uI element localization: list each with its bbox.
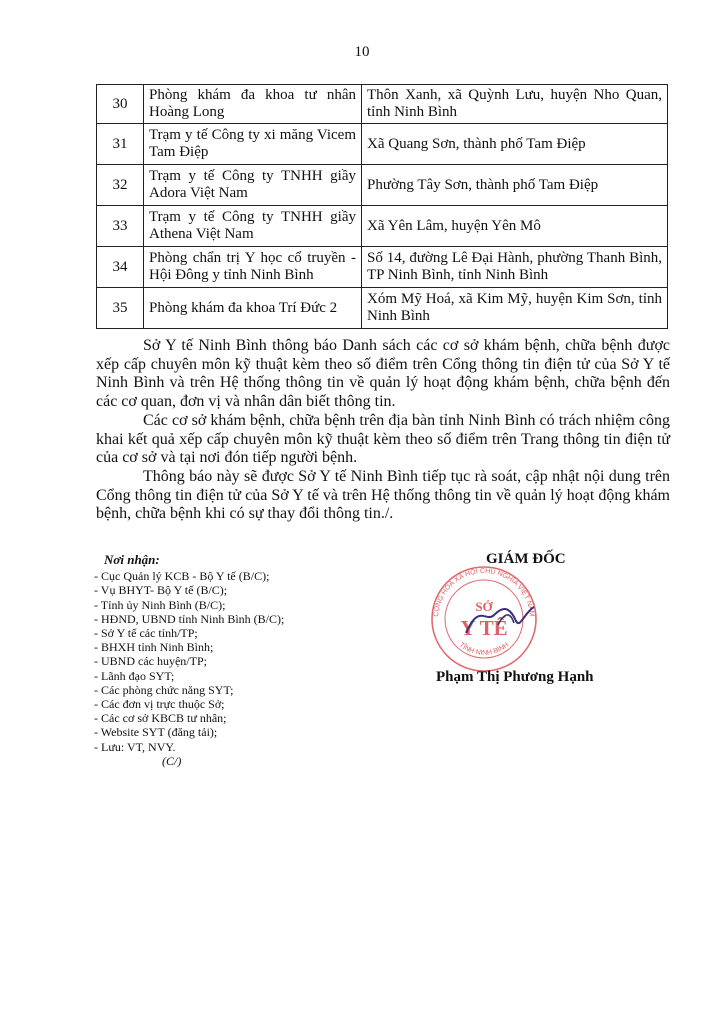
- signer-name: Phạm Thị Phương Hạnh: [436, 669, 594, 685]
- recipient-item: - Tỉnh ủy Ninh Bình (B/C);: [94, 597, 226, 612]
- signature-block: [410, 551, 660, 691]
- facility-name: Trạm y tế Công ty xi măng Vicem Tam Điệp: [144, 124, 362, 165]
- paragraph: Các cơ sở khám bệnh, chữa bệnh trên địa bàn tỉnh Ninh Bình có trách nhiệm công khai kết quả xếp cấp chuyên môn kỹ thuật kèm theo số điểm trên Trang thông tin điện tử của cơ sở và tại nơi đón tiếp người bệnh.: [96, 411, 670, 467]
- recipients-tail: (C/): [162, 753, 182, 768]
- recipient-item: - Các cơ sở KBCB tư nhân;: [94, 711, 227, 726]
- svg-text:TỈNH NINH BÌNH: TỈNH NINH BÌNH: [457, 641, 511, 657]
- row-number: 34: [97, 247, 144, 288]
- page-number: 10: [354, 44, 370, 60]
- recipient-item: - Website SYT (đăng tải);: [94, 725, 218, 740]
- paragraph: Sở Y tế Ninh Bình thông báo Danh sách các cơ sở khám bệnh, chữa bệnh được xếp cấp chuyên môn kỹ thuật kèm theo số điểm trên Cổng thông tin điện tử của Sở Y tế Ninh Bình và trên Hệ thống thông tin về quản lý hoạt động khám bệnh, chữa bệnh đến các cơ quan, đơn vị và nhân dân biết thông tin.: [96, 337, 670, 411]
- signer-title: GIÁM ĐỐC: [486, 551, 566, 567]
- facility-address: Xã Quang Sơn, thành phố Tam Điệp: [362, 124, 668, 165]
- facility-address: Thôn Xanh, xã Quỳnh Lưu, huyện Nho Quan, tỉnh Ninh Bình: [362, 85, 668, 124]
- paragraph: Thông báo này sẽ được Sở Y tế Ninh Bình tiếp tục rà soát, cập nhật nội dung trên Cổng thông tin điện tử của Sở Y tế và trên Hệ thống thông tin về quản lý hoạt động khám bệnh, chữa bệnh khi có sự thay đổi thông tin./.: [96, 467, 670, 523]
- table-row: [97, 288, 668, 329]
- facility-address: Xã Yên Lâm, huyện Yên Mô: [362, 206, 668, 247]
- recipient-item: - Lãnh đạo SYT;: [94, 668, 175, 683]
- row-number: 31: [97, 124, 144, 165]
- svg-text:Y TẾ: Y TẾ: [460, 616, 508, 640]
- facilities-table: [96, 84, 668, 329]
- recipient-item: - Các đơn vị trực thuộc Sở;: [94, 697, 225, 712]
- row-number: 35: [97, 288, 144, 329]
- facility-name: Trạm y tế Công ty TNHH giầy Athena Việt Nam: [144, 206, 362, 247]
- facility-name: Phòng khám đa khoa Trí Đức 2: [144, 288, 362, 329]
- facility-address: Phường Tây Sơn, thành phố Tam Điệp: [362, 165, 668, 206]
- table-row: [97, 165, 668, 206]
- table-row: [97, 85, 668, 124]
- facility-address: Xóm Mỹ Hoá, xã Kim Mỹ, huyện Kim Sơn, tỉnh Ninh Bình: [362, 288, 668, 329]
- recipient-item: - Vụ BHYT- Bộ Y tế (B/C);: [94, 583, 228, 598]
- row-number: 33: [97, 206, 144, 247]
- recipient-item: - Lưu: VT, NVY.: [94, 739, 176, 754]
- table-row: [97, 206, 668, 247]
- recipients-block: [94, 553, 394, 768]
- recipient-item: - Sở Y tế các tỉnh/TP;: [94, 626, 198, 641]
- facility-name: Phòng khám đa khoa tư nhân Hoàng Long: [144, 85, 362, 124]
- official-seal-icon: [424, 563, 544, 673]
- row-number: 32: [97, 165, 144, 206]
- table-row: [97, 247, 668, 288]
- notice-body: [96, 337, 670, 524]
- svg-text:SỞ: SỞ: [475, 599, 493, 614]
- row-number: 30: [97, 85, 144, 124]
- recipient-item: - UBND các huyện/TP;: [94, 654, 207, 669]
- svg-text:CỘNG HOÀ XÃ HỘI CHỦ NGHĨA VIỆT: CỘNG HOÀ XÃ HỘI CHỦ NGHĨA VIỆT NAM: [433, 567, 536, 618]
- facility-name: Trạm y tế Công ty TNHH giầy Adora Việt Nam: [144, 165, 362, 206]
- recipient-item: - Các phòng chức năng SYT;: [94, 682, 234, 697]
- facility-address: Số 14, đường Lê Đại Hành, phường Thanh Bình, TP Ninh Bình, tỉnh Ninh Bình: [362, 247, 668, 288]
- recipients-heading: Nơi nhận:: [104, 552, 160, 567]
- facility-name: Phòng chẩn trị Y học cổ truyền - Hội Đông y tỉnh Ninh Bình: [144, 247, 362, 288]
- recipient-item: - BHXH tỉnh Ninh Bình;: [94, 640, 214, 655]
- recipient-item: - HĐND, UBND tỉnh Ninh Bình (B/C);: [94, 611, 285, 626]
- recipient-item: - Cục Quản lý KCB - Bộ Y tế (B/C);: [94, 569, 270, 584]
- table-row: [97, 124, 668, 165]
